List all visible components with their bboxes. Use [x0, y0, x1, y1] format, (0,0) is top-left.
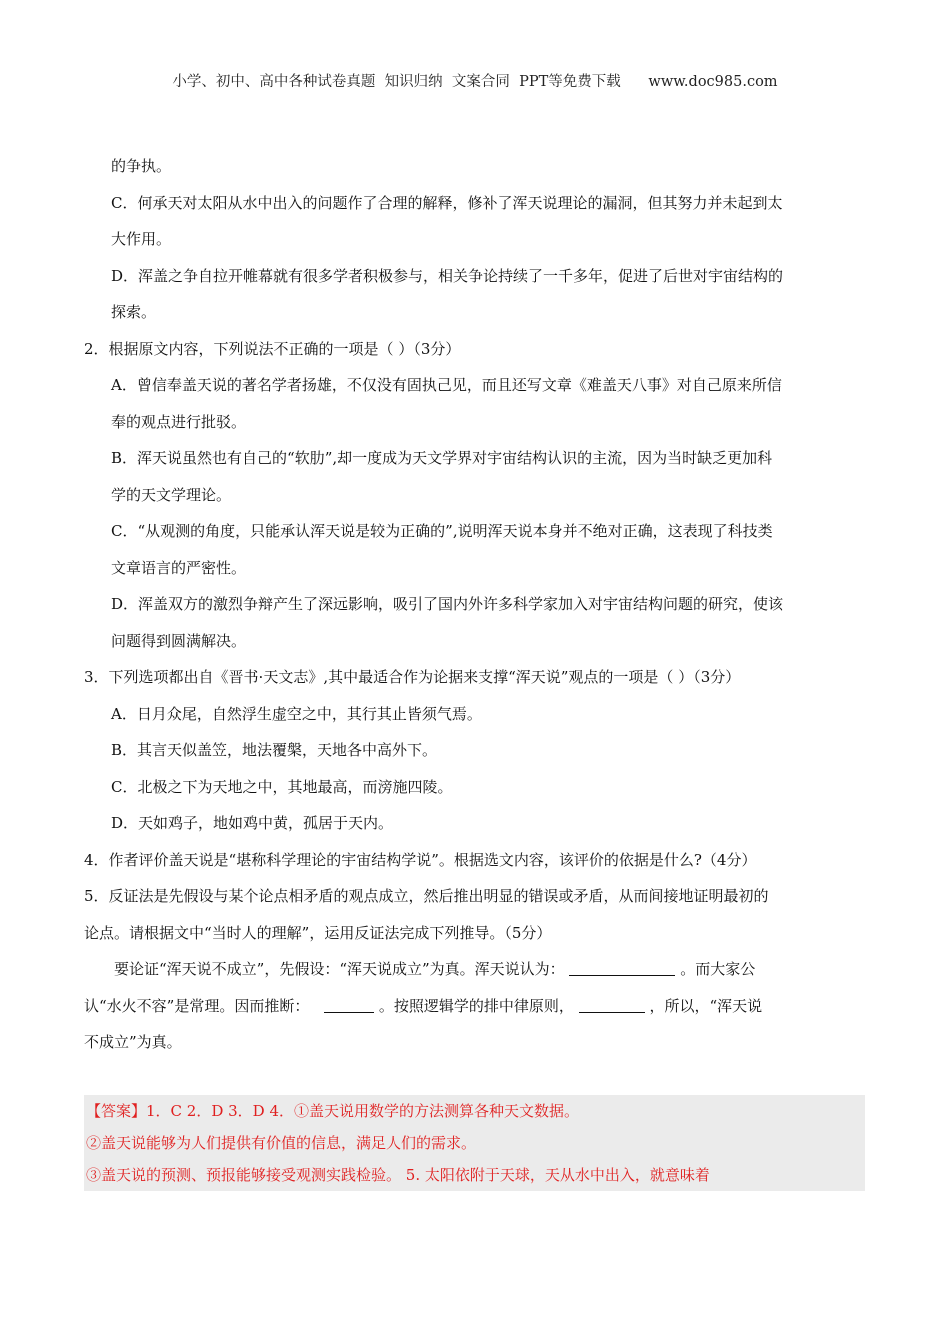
text-line: 问题得到圆满解决。 — [111, 631, 247, 650]
q2-option-a: A．曾信奉盖天说的著名学者扬雄，不仅没有固执己见，而且还写文章《难盖天八事》对自己原来所信 — [111, 376, 782, 394]
text-span: 。按照逻辑学的排中律原则， — [378, 996, 574, 1015]
q5-fill-line-2 — [84, 992, 868, 1029]
question-5: 5．反证法是先假设与某个论点相矛盾的观点成立，然后推出明显的错误或矛盾，从而间接地证明最初的 — [84, 887, 769, 905]
answer-blank[interactable] — [569, 957, 675, 976]
text-line: 大作用。 — [111, 230, 172, 248]
answer-line: ②盖天说能够为人们提供有价值的信息，满足人们的需求。 — [86, 1134, 477, 1152]
answer-line: 【答案】1．C 2．D 3．D 4．①盖天说用数学的方法测算各种天文数据。 — [86, 1102, 580, 1120]
text-line: 奉的观点进行批驳。 — [111, 412, 247, 431]
text-span: ，所以，“浑天说 — [649, 996, 763, 1015]
option-c: C．何承天对太阳从水中出入的问题作了合理的解释，修补了浑天说理论的漏洞，但其努力并未起到太 — [111, 193, 783, 212]
answer-blank[interactable] — [579, 994, 645, 1013]
question-4: 4．作者评价盖天说是“堪称科学理论的宇宙结构学说”。根据选文内容，该评价的依据是什么?（4分） — [84, 850, 757, 869]
q2-option-d: D．浑盖双方的激烈争辩产生了深远影响，吸引了国内外许多科学家加入对宇宙结构问题的研究，使该 — [111, 595, 784, 613]
q3-option-b: B．其言天似盖笠，地法覆槃，天地各中高外下。 — [111, 741, 438, 759]
answer-section — [84, 1095, 865, 1191]
question-3: 3．下列选项都出自《晋书·天文志》,其中最适合作为论据来支撑“浑天说”观点的一项是（ ）（3分） — [84, 668, 741, 686]
text-line: 不成立”为真。 — [84, 1033, 182, 1051]
document-body — [84, 152, 868, 1065]
answer-blank[interactable] — [324, 994, 374, 1013]
q3-option-c: C．北极之下为天地之中，其地最高，而滂施四陵。 — [111, 777, 453, 796]
page-header: 小学、初中、高中各种试卷真题 知识归纳 文案合同 PPT等免费下载 www.doc985.com — [172, 74, 778, 90]
text-line: 论点。请根据文中“当时人的理解”，运用反证法完成下列推导。（5分） — [84, 923, 552, 942]
q2-option-c: C．“从观测的角度，只能承认浑天说是较为正确的”,说明浑天说本身并不绝对正确，这表现了科技类 — [111, 522, 773, 540]
text-span: 要论证“浑天说不成立”，先假设：“浑天说成立”为真。浑天说认为： — [114, 960, 565, 978]
text-line: 文章语言的严密性。 — [111, 558, 247, 577]
q2-option-b: B．浑天说虽然也有自己的“软肋”,却一度成为天文学界对宇宙结构认识的主流，因为当时缺乏更加科 — [111, 449, 773, 467]
text-span: 认“水火不容”是常理。因而推断： — [84, 996, 310, 1015]
q5-fill-line-1 — [84, 955, 868, 992]
q3-option-a: A．日月众尾，自然浮生虚空之中，其行其止皆须气焉。 — [111, 704, 482, 723]
text-line: 的争执。 — [111, 157, 172, 175]
answer-line: ③盖天说的预测、预报能够接受观测实践检验。 5. 太阳依附于天球，天从水中出入，就意味着 — [86, 1166, 710, 1184]
text-line: 学的天文学理论。 — [111, 485, 232, 504]
question-2: 2．根据原文内容，下列说法不正确的一项是（ ）（3分） — [84, 339, 461, 358]
text-line: 探索。 — [111, 303, 157, 321]
text-span: 。而大家公 — [680, 960, 756, 978]
q3-option-d: D．天如鸡子，地如鸡中黄，孤居于天内。 — [111, 814, 394, 832]
option-d: D．浑盖之争自拉开帷幕就有很多学者积极参与，相关争论持续了一千多年，促进了后世对宇宙结构的 — [111, 266, 784, 285]
